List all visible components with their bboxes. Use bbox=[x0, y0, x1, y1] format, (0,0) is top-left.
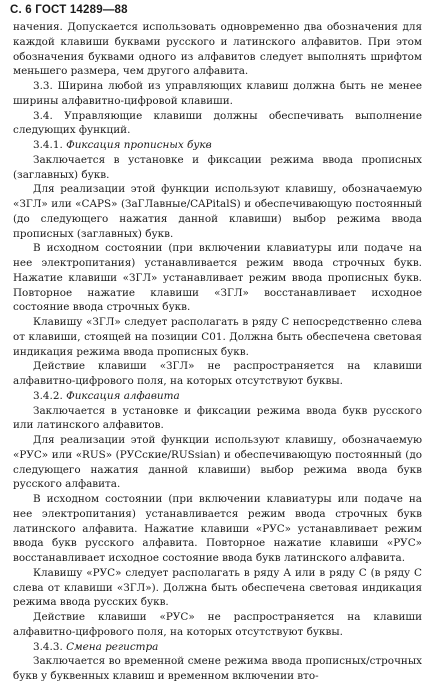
paragraph: Заключается в установке и фиксации режима ввода букв русского или латинского алфавитов. bbox=[13, 404, 422, 432]
paragraph: В исходном состоянии (при включении клавиатуры или подаче на нее электропитания) устанавливается режим ввода строчных букв. Нажатие клавиши «ЗГЛ» устанавливает режим ввода прописных букв. Повторное нажатие клавиши «ЗГЛ» восстанавливает исходное состояние ввода строчных букв. bbox=[13, 242, 422, 314]
paragraph: В исходном состоянии (при включении клавиатуры или подаче на нее электропитания) устанавливается режим ввода строчных букв латинского алфавита. Нажатие клавиши «РУС» устанавливает режим ввода букв русского алфавита. Повторное нажатие клавиши «РУС» восстанавливает исходное состояние ввода букв латинского алфавита. bbox=[13, 493, 422, 564]
section-heading bbox=[13, 138, 422, 153]
section-heading bbox=[13, 640, 422, 655]
section-number: 3.4.1. bbox=[33, 139, 63, 151]
paragraph: начения. Допускается использовать одновременно два обозначения для каждой клавиши буквами русского и латинского алфавитов. При этом обозначения буквами одного из алфавитов следует выполнять шрифтом меньшего размера, чем другого алфавита. bbox=[13, 21, 422, 78]
paragraph: Клавишу «РУС» следует располагать в ряду А или в ряду С (в ряду С слева от клавиши «ЗГЛ»). Должна быть обеспечена световая индикация режима ввода русских букв. bbox=[13, 566, 422, 609]
section-heading bbox=[13, 389, 422, 404]
page-header: С. 6 ГОСТ 14289—88 bbox=[10, 4, 128, 16]
paragraph: Действие клавиши «ЗГЛ» не распространяется на клавиши алфавитно-цифрового поля, на которых отсутствуют буквы. bbox=[13, 360, 422, 387]
section-number: 3.4.3. bbox=[33, 640, 63, 653]
paragraph: 3.3. Ширина любой из управляющих клавиш должна быть не менее ширины алфавитно-цифровой клавиши. bbox=[13, 80, 422, 107]
paragraph: Для реализации этой функции используют клавишу, обозначаемую «РУС» или «RUS» (РУСские/RUSsian) и обеспечивающую постоянный (до следующего нажатия данной клавиши) выбор режима ввода букв русского алфавита. bbox=[13, 434, 422, 491]
section-title: Фиксация алфавита bbox=[66, 389, 180, 402]
paragraph: Заключается в установке и фиксации режима ввода прописных (заглавных) букв. bbox=[13, 153, 422, 181]
paragraph: Клавишу «ЗГЛ» следует располагать в ряду С непосредственно слева от клавиши, стоящей на позиции С01. Должна быть обеспечена световая индикация режима ввода прописных букв. bbox=[13, 316, 422, 358]
paragraph: 3.4. Управляющие клавиши должны обеспечивать выполнение следующих функций. bbox=[13, 109, 422, 137]
paragraph: Для реализации этой функции используют клавишу, обозначаемую «ЗГЛ» или «CAPS» (ЗаГЛавные/CAPitalS) и обеспечивающую постоянный (до следующего нажатия данной клавиши) выбор режима ввода прописных (заглавных) букв. bbox=[13, 183, 422, 240]
section-number: 3.4.2. bbox=[33, 389, 63, 402]
section-title: Фиксация прописных букв bbox=[66, 139, 212, 151]
paragraph: Действие клавиши «РУС» не распространяется на клавиши алфавитно-цифрового поля, на которых отсутствуют буквы. bbox=[13, 611, 422, 638]
document-body bbox=[13, 20, 422, 684]
section-title: Смена регистра bbox=[66, 640, 159, 653]
paragraph: Заключается во временной смене режима ввода прописных/строчных букв у буквенных клавиш и временном включении вто- bbox=[13, 655, 422, 682]
